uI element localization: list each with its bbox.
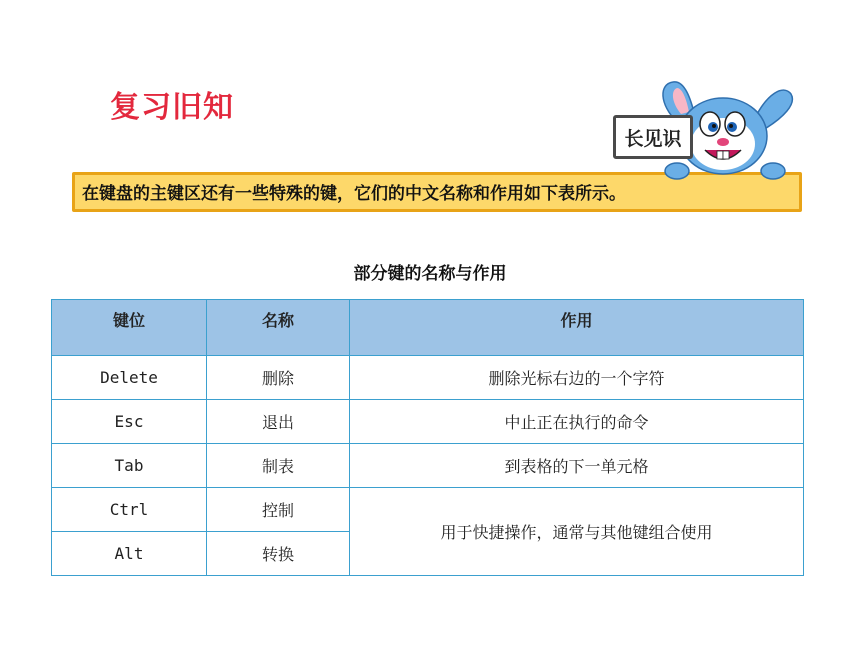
cell-name: 转换 xyxy=(207,532,350,576)
tip-sign: 长见识 xyxy=(613,115,693,159)
cell-function: 中止正在执行的命令 xyxy=(350,400,804,444)
cell-function: 删除光标右边的一个字符 xyxy=(350,356,804,400)
cell-name: 退出 xyxy=(207,400,350,444)
cell-function: 到表格的下一单元格 xyxy=(350,444,804,488)
header-function: 作用 xyxy=(350,300,804,356)
cell-key: Ctrl xyxy=(52,488,207,532)
cell-name: 删除 xyxy=(207,356,350,400)
header-key: 键位 xyxy=(52,300,207,356)
table-row xyxy=(52,488,804,532)
info-banner-text: 在键盘的主键区还有一些特殊的键，它们的中文名称和作用如下表所示。 xyxy=(82,184,626,204)
cell-key: Delete xyxy=(52,356,207,400)
table-header-row xyxy=(52,300,804,356)
table-row xyxy=(52,400,804,444)
cell-name: 制表 xyxy=(207,444,350,488)
key-function-table xyxy=(51,299,804,576)
header-name: 名称 xyxy=(207,300,350,356)
cell-function-merged: 用于快捷操作，通常与其他键组合使用 xyxy=(350,488,804,576)
table-title: 部分键的名称与作用 xyxy=(353,264,507,284)
table-row xyxy=(52,444,804,488)
cell-key: Tab xyxy=(52,444,207,488)
section-heading: 复习旧知 xyxy=(110,90,234,125)
cell-name: 控制 xyxy=(207,488,350,532)
cell-key: Alt xyxy=(52,532,207,576)
cell-key: Esc xyxy=(52,400,207,444)
table-row xyxy=(52,356,804,400)
